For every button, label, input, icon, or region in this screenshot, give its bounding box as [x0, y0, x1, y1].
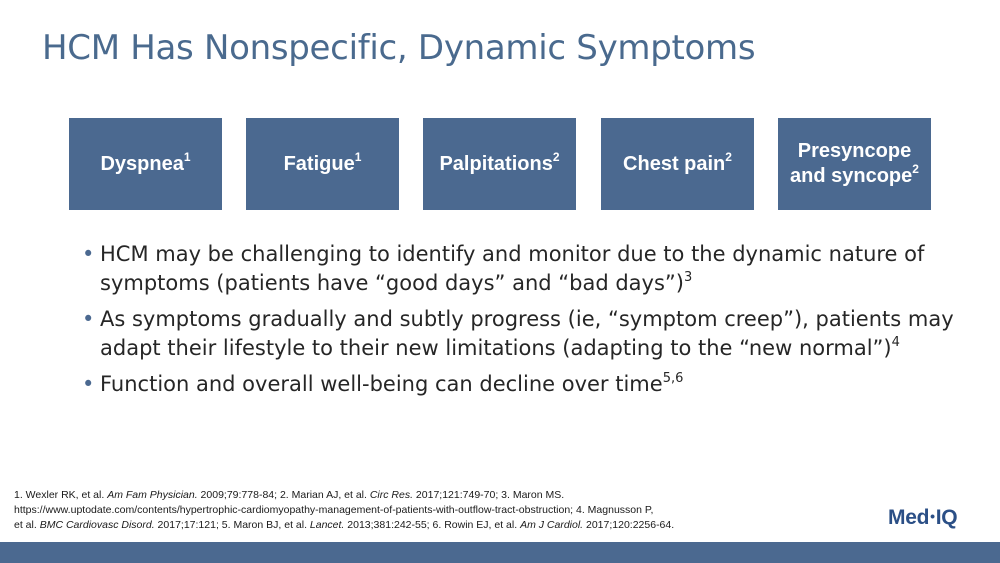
- references: [14, 488, 804, 533]
- symptom-label: Dyspnea: [100, 152, 184, 175]
- ref-text: 1. Wexler RK, et al.: [14, 489, 108, 501]
- logo-text: IQ: [935, 506, 958, 529]
- symptom-box-syncope: [778, 118, 931, 210]
- ref-url: https://www.uptodate.com/contents/hypertrophic-cardiomyopathy-management-of-patients-with-outflow-tract-obstruction; 4. Magnusson P,: [14, 504, 654, 516]
- bullet-dot-icon: •: [82, 372, 95, 396]
- symptom-label: Chest pain: [623, 152, 726, 175]
- bullet-list: [82, 240, 962, 406]
- ref-text: et al.: [14, 519, 40, 531]
- symptom-ref: 2: [725, 149, 732, 164]
- bullet-dot-icon: •: [82, 307, 95, 331]
- symptom-box-palpitations: [423, 118, 576, 210]
- ref-text: 2017;17:121; 5. Maron BJ, et al.: [154, 519, 310, 531]
- bullet-text: As symptoms gradually and subtly progress (ie, “symptom creep”), patients may adapt their lifestyle to their new limitations (adapting to the “new normal”): [100, 307, 954, 360]
- logo-separator-icon: •: [930, 508, 935, 524]
- med-iq-logo: [888, 506, 957, 530]
- footer-bar: [0, 542, 1000, 563]
- slide-title: HCM Has Nonspecific, Dynamic Symptoms: [42, 28, 756, 68]
- bullet-text: Function and overall well-being can decline over time: [100, 372, 663, 396]
- symptom-ref: 2: [912, 162, 919, 176]
- ref-journal: Am J Cardiol.: [520, 519, 584, 531]
- symptom-ref: 1: [183, 149, 191, 164]
- symptom-ref: 2: [552, 149, 560, 164]
- logo-text: Med: [888, 506, 930, 529]
- bullet-ref: 4: [891, 335, 900, 350]
- ref-text: 2017;120:2256-64.: [583, 519, 675, 531]
- ref-journal: Am Fam Physician.: [107, 489, 198, 501]
- symptom-label-line2: and syncope: [790, 165, 913, 187]
- ref-text: 2017;121:749-70; 3. Maron MS.: [413, 489, 565, 501]
- symptom-box-chest-pain: [601, 118, 754, 210]
- ref-journal: Circ Res.: [369, 489, 414, 501]
- bullet-text: HCM may be challenging to identify and monitor due to the dynamic nature of symptoms (patients have “good days” and “bad days”): [100, 242, 925, 295]
- bullet-item: [82, 240, 962, 298]
- bullet-ref: 5,6: [662, 371, 684, 386]
- symptom-label: Fatigue: [283, 152, 355, 175]
- symptom-box-fatigue: [246, 118, 399, 210]
- bullet-item: [82, 370, 962, 399]
- bullet-ref: 3: [684, 270, 693, 285]
- ref-journal: BMC Cardiovasc Disord.: [39, 519, 155, 531]
- ref-text: 2013;381:242-55; 6. Rowin EJ, et al.: [344, 519, 521, 531]
- bullet-item: [82, 305, 962, 363]
- symptom-ref: 1: [354, 149, 362, 164]
- symptom-box-dyspnea: [69, 118, 222, 210]
- ref-journal: Lancet.: [309, 519, 345, 531]
- bullet-dot-icon: •: [82, 242, 95, 266]
- symptom-label-line1: Presyncope: [797, 140, 912, 162]
- ref-text: 2009;79:778-84; 2. Marian AJ, et al.: [197, 489, 370, 501]
- symptom-label: Palpitations: [439, 152, 553, 175]
